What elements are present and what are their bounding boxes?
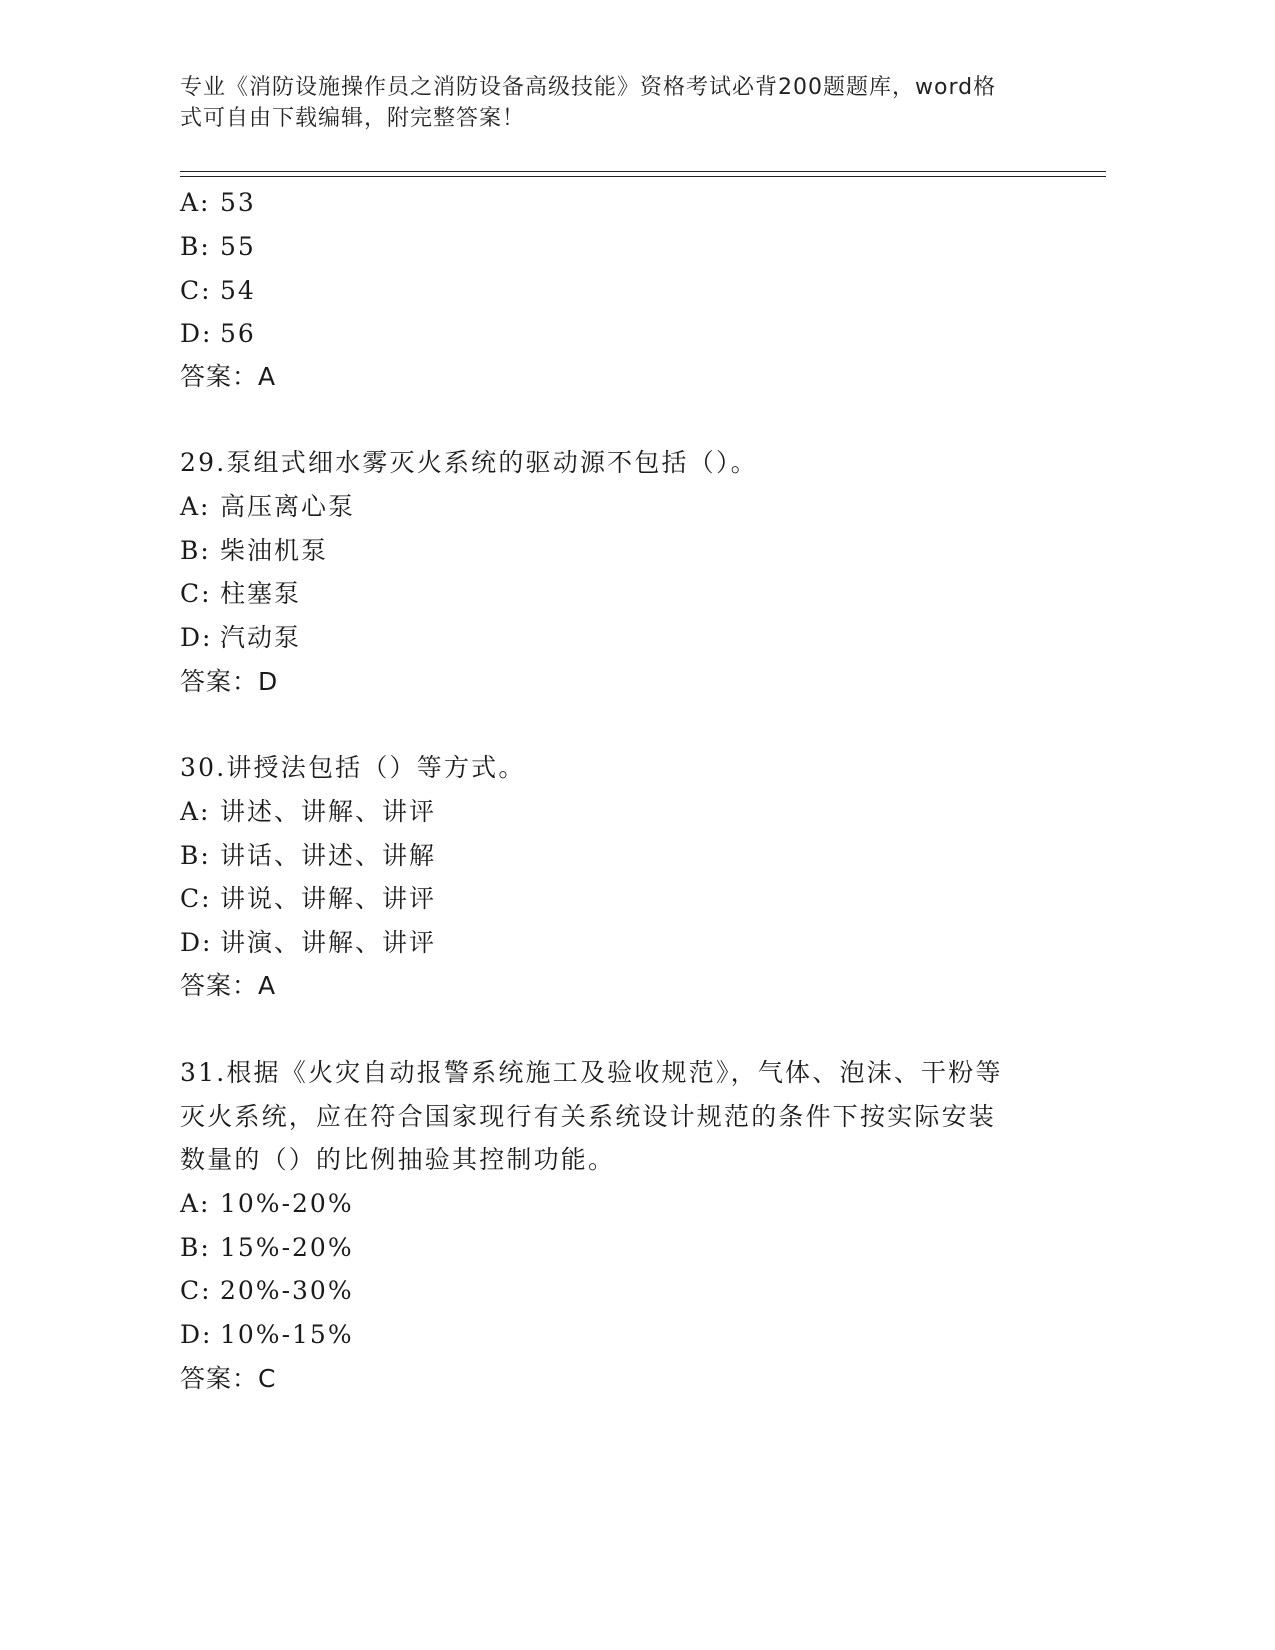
q28-answer: 答案：A — [180, 362, 277, 391]
q28-option-d: D: 56 — [180, 319, 256, 348]
header-divider-top — [180, 171, 1106, 172]
q31-option-c: C: 20%-30% — [180, 1276, 354, 1305]
document-header — [180, 72, 1030, 134]
q30-option-b: B: 讲话、讲述、讲解 — [180, 841, 437, 870]
q31-stem-line-1: 31.根据《火灾自动报警系统施工及验收规范》，气体、泡沫、干粉等 — [180, 1058, 1003, 1087]
q28-option-b: B: 55 — [180, 232, 256, 261]
q31-option-a: A: 10%-20% — [180, 1189, 354, 1218]
q29-answer: 答案：D — [180, 667, 279, 696]
q31-stem-line-2: 灭火系统，应在符合国家现行有关系统设计规范的条件下按实际安装 — [180, 1102, 997, 1131]
q30-option-c: C: 讲说、讲解、讲评 — [180, 884, 437, 913]
q30-answer: 答案：A — [180, 971, 277, 1000]
q29-option-a: A: 高压离心泵 — [180, 492, 356, 521]
q31-option-b: B: 15%-20% — [180, 1233, 354, 1262]
q30-option-a: A: 讲述、讲解、讲评 — [180, 797, 437, 826]
q29-option-b: B: 柴油机泵 — [180, 536, 329, 565]
q29-option-c: C: 柱塞泵 — [180, 579, 302, 608]
q29-option-d: D: 汽动泵 — [180, 623, 302, 652]
q30-option-d: D: 讲演、讲解、讲评 — [180, 928, 437, 957]
q29-stem: 29.泵组式细水雾灭火系统的驱动源不包括（）。 — [180, 448, 758, 477]
q28-option-a: A: 53 — [180, 188, 256, 217]
q28-option-c: C: 54 — [180, 276, 256, 305]
q31-answer: 答案：C — [180, 1364, 277, 1393]
header-line-2: 式可自由下载编辑，附完整答案！ — [180, 106, 526, 131]
q31-stem-line-3: 数量的（）的比例抽验其控制功能。 — [180, 1145, 616, 1174]
q31-option-d: D: 10%-15% — [180, 1320, 354, 1349]
header-divider-bottom — [180, 176, 1106, 177]
q30-stem: 30.讲授法包括（）等方式。 — [180, 753, 526, 782]
header-line-1: 专业《消防设施操作员之消防设备高级技能》资格考试必背200题题库，word格 — [180, 75, 997, 100]
